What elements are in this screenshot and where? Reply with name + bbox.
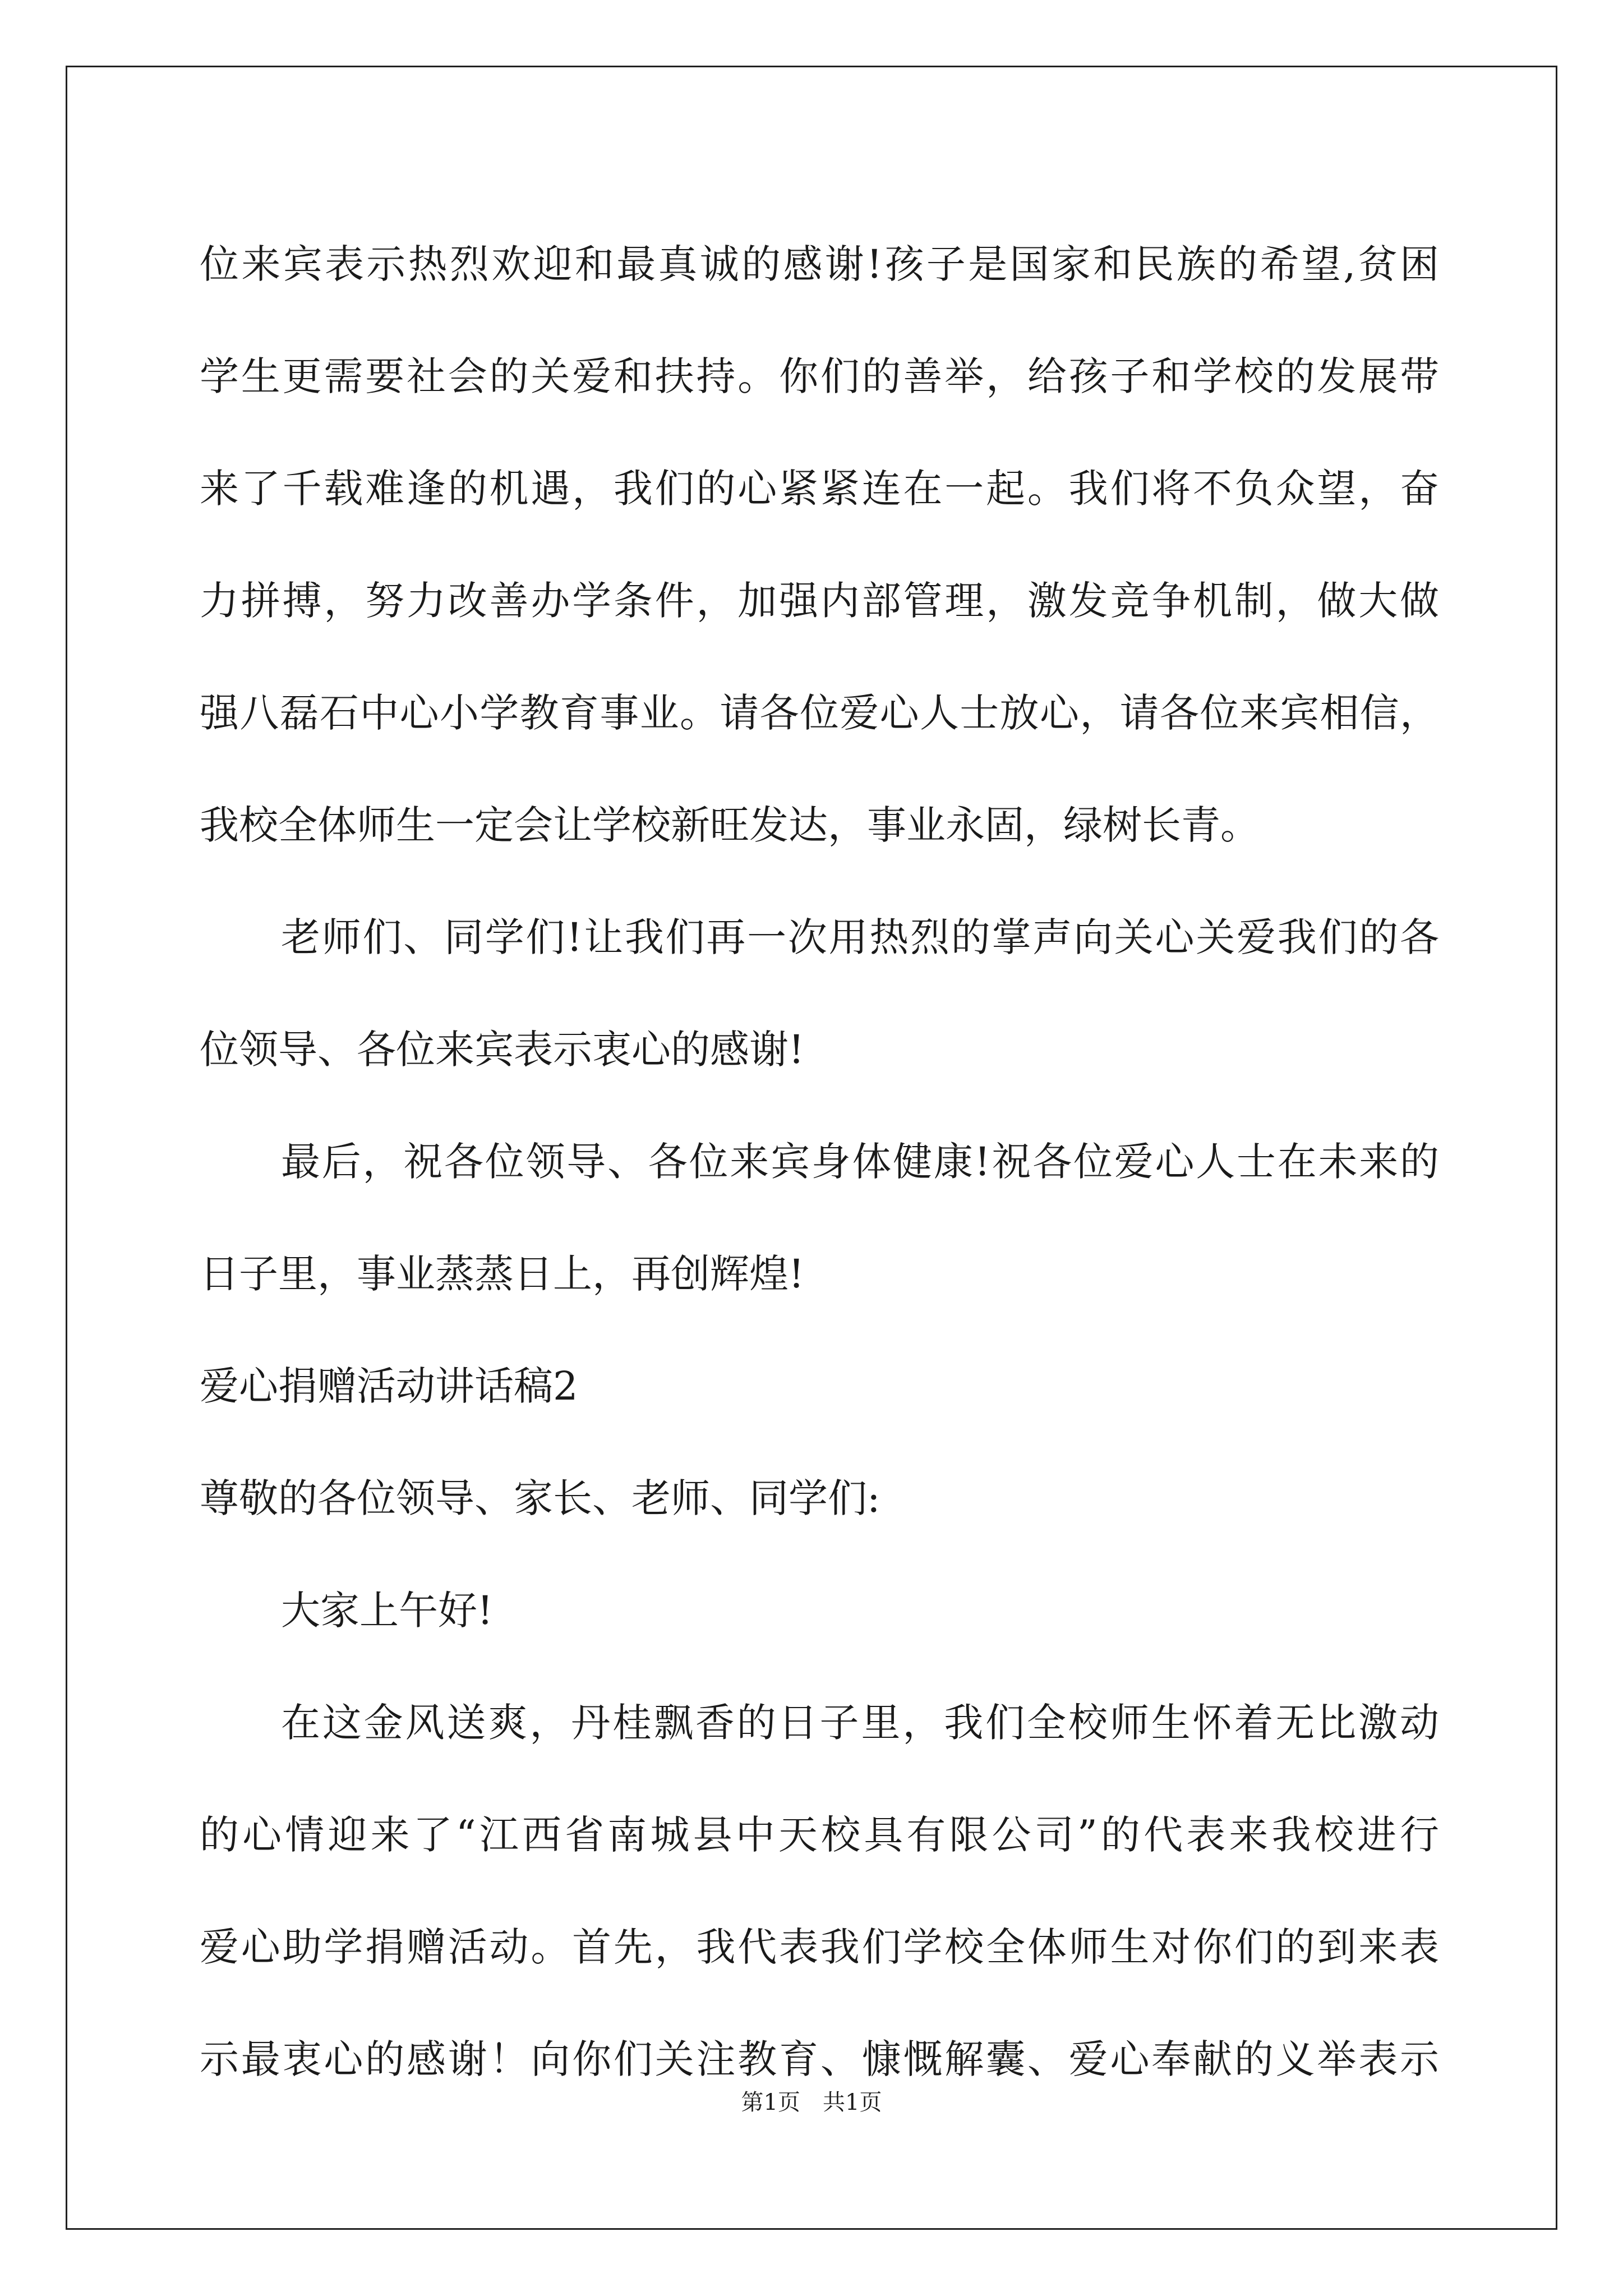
page-number: 第1页	[741, 2090, 800, 2115]
text-line: 我校全体师生一定会让学校新旺发达，事业永固，绿树长青。	[200, 802, 1260, 848]
text-line: 爱心助学捐赠活动。首先，我代表我们学校全体师生对你们的到来表	[200, 1924, 1439, 1970]
text-line: 位领导、各位来宾表示衷心的感谢!	[200, 1027, 805, 1073]
paragraph-first-line: 老师们、同学们!让我们再一次用热烈的掌声向关心关爱我们的各	[281, 914, 1439, 960]
paragraph-first-line: 最后，祝各位领导、各位来宾身体健康!祝各位爱心人士在未来的	[281, 1139, 1439, 1185]
text-line: 力拼搏，努力改善办学条件，加强内部管理，激发竞争机制，做大做	[200, 578, 1439, 624]
text-line: 学生更需要社会的关爱和扶持。你们的善举，给孩子和学校的发展带	[200, 353, 1439, 399]
greeting: 大家上午好!	[281, 1588, 494, 1634]
page-footer	[0, 2087, 1623, 2118]
salutation: 尊敬的各位领导、家长、老师、同学们:	[200, 1475, 880, 1521]
paragraph-first-line: 在这金风送爽，丹桂飘香的日子里，我们全校师生怀着无比激动	[281, 1700, 1439, 1746]
section-heading: 爱心捐赠活动讲话稿2	[200, 1363, 578, 1409]
text-line: 位来宾表示热烈欢迎和最真诚的感谢!孩子是国家和民族的希望,贫困	[200, 241, 1439, 287]
text-line: 的心情迎来了“江西省南城县中天校具有限公司”的代表来我校进行	[200, 1812, 1439, 1858]
document-body	[200, 208, 1439, 2115]
text-line: 来了千载难逢的机遇，我们的心紧紧连在一起。我们将不负众望，奋	[200, 466, 1439, 512]
page-total: 共1页	[823, 2090, 882, 2115]
text-line: 示最衷心的感谢！向你们关注教育、慷慨解囊、爱心奉献的义举表示	[200, 2036, 1439, 2082]
text-line: 强八磊石中心小学教育事业。请各位爱心人士放心，请各位来宾相信，	[200, 690, 1439, 736]
text-line: 日子里，事业蒸蒸日上，再创辉煌!	[200, 1251, 805, 1297]
